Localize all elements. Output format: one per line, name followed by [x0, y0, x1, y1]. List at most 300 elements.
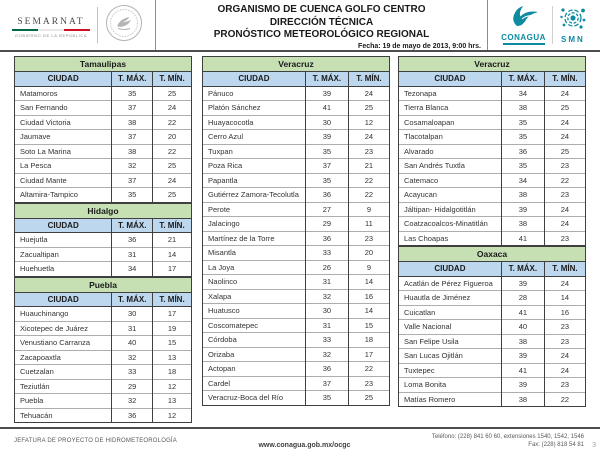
city-cell: Cardel	[203, 376, 306, 391]
city-cell: Tuxtepec	[399, 363, 502, 378]
mexico-tricolor-bar	[12, 29, 90, 31]
city-cell: Valle Nacional	[399, 320, 502, 335]
table-row	[15, 173, 192, 188]
tmax-cell: 31	[112, 321, 153, 336]
tmax-cell: 30	[305, 115, 348, 130]
table-row	[399, 173, 586, 188]
table-row	[15, 394, 192, 409]
tmax-cell: 32	[305, 347, 348, 362]
tmin-column-header: T. MÍN.	[348, 72, 389, 87]
tmin-cell: 25	[348, 391, 389, 406]
table-row	[203, 260, 390, 275]
tmin-cell: 24	[153, 101, 192, 116]
city-cell: Alvarado	[399, 144, 502, 159]
footer-department: JEFATURA DE PROYECTO DE HIDROMETEOROLOGÍA	[14, 438, 178, 444]
city-cell: Xicotepec de Juárez	[15, 321, 112, 336]
city-cell: La Pesca	[15, 159, 112, 174]
table-row	[203, 391, 390, 406]
tmax-cell: 37	[305, 159, 348, 174]
table-row	[15, 159, 192, 174]
tmax-cell: 41	[305, 101, 348, 116]
city-cell: Venustiano Carranza	[15, 336, 112, 351]
tmin-cell: 14	[153, 247, 192, 262]
city-cell: Huehuetla	[15, 262, 112, 277]
city-cell: Xalapa	[203, 289, 306, 304]
title-line-3: PRONÓSTICO METEOROLÓGICO REGIONAL	[213, 29, 430, 40]
tmin-cell: 24	[544, 130, 585, 145]
table-row	[399, 144, 586, 159]
table-row	[15, 408, 192, 423]
city-cell: Córdoba	[203, 333, 306, 348]
tmin-cell: 24	[544, 363, 585, 378]
table-row	[15, 247, 192, 262]
tmin-cell: 18	[153, 365, 192, 380]
city-cell: Teziutlán	[15, 379, 112, 394]
tmax-cell: 35	[305, 144, 348, 159]
city-column-header: CIUDAD	[203, 72, 306, 87]
tmin-column-header: T. MÍN.	[153, 72, 192, 87]
table-row	[203, 318, 390, 333]
tmin-cell: 22	[544, 392, 585, 407]
state-header: Puebla	[15, 277, 192, 292]
forecast-tables-area	[0, 52, 600, 423]
table-row	[203, 115, 390, 130]
tmax-cell: 38	[112, 144, 153, 159]
city-cell: Tierra Blanca	[399, 101, 502, 116]
tmin-column-header: T. MÍN.	[153, 292, 192, 307]
tmax-column-header: T. MÁX.	[112, 218, 153, 233]
tmin-cell: 24	[544, 217, 585, 232]
table-row	[203, 347, 390, 362]
tmin-cell: 11	[348, 217, 389, 232]
tmin-cell: 14	[348, 304, 389, 319]
city-column-header: CIUDAD	[15, 292, 112, 307]
tmax-cell: 28	[501, 291, 544, 306]
city-cell: Martínez de la Torre	[203, 231, 306, 246]
tmax-cell: 35	[305, 391, 348, 406]
tmax-cell: 34	[501, 86, 544, 101]
city-column-header: CIUDAD	[15, 72, 112, 87]
tmax-cell: 41	[501, 305, 544, 320]
table-row	[399, 231, 586, 246]
city-cell: La Joya	[203, 260, 306, 275]
city-cell: Ciudad Mante	[15, 173, 112, 188]
tmax-column-header: T. MÁX.	[112, 72, 153, 87]
smn-logo	[552, 6, 593, 44]
forecast-table-veracruz	[202, 56, 390, 406]
tmax-cell: 32	[112, 350, 153, 365]
state-header: Hidalgo	[15, 203, 192, 218]
tmin-cell: 23	[544, 159, 585, 174]
tmin-cell: 14	[544, 291, 585, 306]
tmax-cell: 36	[305, 231, 348, 246]
forecast-table-veracruz	[398, 56, 586, 246]
city-cell: Zacualtipan	[15, 247, 112, 262]
table-row	[15, 262, 192, 277]
tmin-cell: 15	[153, 336, 192, 351]
city-cell: Huauchinango	[15, 307, 112, 322]
table-row	[399, 276, 586, 291]
tables-column-1	[14, 56, 192, 423]
tmax-cell: 31	[112, 247, 153, 262]
forecast-table-oaxaca	[398, 246, 586, 407]
tmin-column-header: T. MÍN.	[153, 218, 192, 233]
tmax-cell: 40	[501, 320, 544, 335]
table-row	[15, 336, 192, 351]
tmin-cell: 12	[153, 379, 192, 394]
tmax-cell: 41	[501, 231, 544, 246]
tmin-cell: 24	[544, 115, 585, 130]
tmin-cell: 23	[544, 378, 585, 393]
city-cell: Acayucan	[399, 188, 502, 203]
tmax-cell: 31	[305, 275, 348, 290]
tmin-cell: 17	[348, 347, 389, 362]
tables-column-3	[398, 56, 586, 407]
state-header: Veracruz	[203, 57, 390, 72]
tmax-cell: 39	[501, 349, 544, 364]
tmin-cell: 22	[544, 173, 585, 188]
tmax-cell: 36	[305, 188, 348, 203]
city-cell: Cuetzalan	[15, 365, 112, 380]
city-cell: Soto La Marina	[15, 144, 112, 159]
tmin-column-header: T. MÍN.	[544, 72, 585, 87]
table-row	[203, 130, 390, 145]
tmin-cell: 22	[348, 173, 389, 188]
table-row	[15, 379, 192, 394]
tmax-cell: 39	[305, 86, 348, 101]
agency-logos	[488, 0, 600, 50]
city-cell: Platón Sánchez	[203, 101, 306, 116]
tmin-cell: 24	[153, 173, 192, 188]
forecast-table-puebla	[14, 277, 192, 424]
tmax-cell: 30	[112, 307, 153, 322]
tmin-cell: 23	[544, 334, 585, 349]
tmin-cell: 23	[544, 320, 585, 335]
table-row	[399, 86, 586, 101]
tmin-cell: 25	[153, 188, 192, 203]
table-row	[399, 305, 586, 320]
tmin-cell: 23	[348, 144, 389, 159]
table-row	[15, 321, 192, 336]
table-row	[399, 378, 586, 393]
tmax-cell: 35	[501, 159, 544, 174]
tmax-cell: 33	[305, 333, 348, 348]
tmax-cell: 39	[305, 130, 348, 145]
forecast-date: Fecha: 19 de mayo de 2013, 9:00 hrs.	[358, 42, 481, 50]
logo-divider	[97, 7, 98, 43]
tmax-cell: 38	[501, 188, 544, 203]
city-cell: San Andrés Tuxtla	[399, 159, 502, 174]
tmax-cell: 37	[112, 101, 153, 116]
tmax-cell: 29	[112, 379, 153, 394]
footer-phone: Teléfono: (228) 841 60 60, extensiones 1540, 1542, 1546	[431, 434, 584, 440]
tmin-cell: 17	[153, 307, 192, 322]
tmin-cell: 25	[348, 101, 389, 116]
semarnat-subtitle: GOBIERNO DE LA REPÚBLICA	[14, 32, 88, 38]
table-row	[399, 334, 586, 349]
tmin-cell: 25	[153, 159, 192, 174]
city-cell: Orizaba	[203, 347, 306, 362]
table-row	[203, 231, 390, 246]
tmax-cell: 31	[305, 318, 348, 333]
tmax-cell: 32	[112, 159, 153, 174]
table-row	[203, 173, 390, 188]
tmin-cell: 20	[153, 130, 192, 145]
table-row	[399, 202, 586, 217]
tmin-cell: 24	[348, 86, 389, 101]
city-cell: Huatusco	[203, 304, 306, 319]
smn-spiral-glyph-icon	[559, 6, 587, 35]
tmax-cell: 33	[305, 246, 348, 261]
tmax-cell: 41	[501, 363, 544, 378]
table-row	[203, 304, 390, 319]
conagua-label: CONAGUA	[501, 32, 546, 42]
tmin-cell: 21	[348, 159, 389, 174]
tmin-cell: 21	[153, 233, 192, 248]
tmin-cell: 12	[348, 115, 389, 130]
table-row	[399, 349, 586, 364]
table-row	[15, 307, 192, 322]
city-cell: Actopan	[203, 362, 306, 377]
city-cell: Jaumave	[15, 130, 112, 145]
tmin-cell: 20	[348, 246, 389, 261]
tmin-cell: 15	[348, 318, 389, 333]
table-row	[203, 86, 390, 101]
table-row	[203, 376, 390, 391]
city-cell: Jáltipan- Hidalgotitlán	[399, 202, 502, 217]
table-row	[399, 291, 586, 306]
tmin-cell: 25	[544, 101, 585, 116]
city-cell: Pánuco	[203, 86, 306, 101]
tmax-cell: 36	[305, 362, 348, 377]
city-cell: Huayacocotla	[203, 115, 306, 130]
table-row	[399, 217, 586, 232]
tmax-cell: 37	[112, 130, 153, 145]
table-row	[15, 86, 192, 101]
title-line-1: ORGANISMO DE CUENCA GOLFO CENTRO	[217, 4, 426, 15]
table-row	[399, 159, 586, 174]
city-cell: Cerro Azul	[203, 130, 306, 145]
table-row	[399, 115, 586, 130]
table-row	[203, 144, 390, 159]
table-row	[203, 275, 390, 290]
tmax-cell: 34	[112, 262, 153, 277]
table-row	[203, 246, 390, 261]
city-cell: San Fernando	[15, 101, 112, 116]
table-row	[15, 101, 192, 116]
table-row	[203, 101, 390, 116]
tables-column-2	[202, 56, 390, 406]
city-cell: Huautla de Jiménez	[399, 291, 502, 306]
tmax-cell: 29	[305, 217, 348, 232]
forecast-table-tamaulipas	[14, 56, 192, 203]
tmin-cell: 24	[348, 130, 389, 145]
table-row	[15, 144, 192, 159]
city-cell: Acatlán de Pérez Figueroa	[399, 276, 502, 291]
city-cell: Cosamaloapan	[399, 115, 502, 130]
tmin-cell: 24	[544, 349, 585, 364]
tmax-cell: 38	[112, 115, 153, 130]
city-cell: Tezonapa	[399, 86, 502, 101]
table-row	[15, 365, 192, 380]
tmin-cell: 18	[348, 333, 389, 348]
city-cell: Puebla	[15, 394, 112, 409]
city-cell: Tlacotalpan	[399, 130, 502, 145]
city-cell: Veracruz-Boca del Río	[203, 391, 306, 406]
tmin-cell: 9	[348, 260, 389, 275]
table-row	[399, 188, 586, 203]
city-cell: Poza Rica	[203, 159, 306, 174]
tmax-cell: 32	[305, 289, 348, 304]
tmax-cell: 38	[501, 334, 544, 349]
tmax-cell: 30	[305, 304, 348, 319]
city-cell: Matamoros	[15, 86, 112, 101]
tmax-cell: 33	[112, 365, 153, 380]
tmax-cell: 34	[501, 173, 544, 188]
table-row	[399, 392, 586, 407]
tmax-cell: 39	[501, 276, 544, 291]
conagua-logo	[495, 6, 552, 45]
table-row	[203, 362, 390, 377]
smn-label: SMN	[561, 35, 585, 44]
city-cell: Catemaco	[399, 173, 502, 188]
city-cell: Las Choapas	[399, 231, 502, 246]
tmin-cell: 22	[153, 115, 192, 130]
footer-contact	[432, 433, 584, 450]
tmin-cell: 16	[348, 289, 389, 304]
page-footer	[0, 427, 600, 450]
city-column-header: CIUDAD	[399, 72, 502, 87]
tmin-cell: 22	[348, 188, 389, 203]
tmin-cell: 13	[153, 394, 192, 409]
tmax-cell: 39	[501, 202, 544, 217]
tmax-cell: 26	[305, 260, 348, 275]
semarnat-logo	[0, 0, 155, 50]
table-row	[203, 188, 390, 203]
city-cell: Tuxpan	[203, 144, 306, 159]
state-header: Veracruz	[399, 57, 586, 72]
forecast-table-hidalgo	[14, 203, 192, 277]
tmax-cell: 36	[112, 233, 153, 248]
tmin-cell: 23	[348, 376, 389, 391]
tmin-cell: 12	[153, 408, 192, 423]
tmax-cell: 40	[112, 336, 153, 351]
city-cell: Papantla	[203, 173, 306, 188]
tmin-cell: 24	[544, 202, 585, 217]
city-cell: Coscomatepec	[203, 318, 306, 333]
table-row	[203, 159, 390, 174]
tmin-cell: 13	[153, 350, 192, 365]
table-row	[399, 101, 586, 116]
city-cell: Coatzacoalcos-Minatitlán	[399, 217, 502, 232]
city-cell: Perote	[203, 202, 306, 217]
tmin-cell: 25	[544, 144, 585, 159]
tmin-cell: 14	[348, 275, 389, 290]
tmin-cell: 24	[544, 86, 585, 101]
state-header: Oaxaca	[399, 247, 586, 262]
tmax-column-header: T. MÁX.	[112, 292, 153, 307]
city-cell: Jalacingo	[203, 217, 306, 232]
table-row	[203, 289, 390, 304]
table-row	[15, 350, 192, 365]
city-cell: San Felipe Usila	[399, 334, 502, 349]
tmin-cell: 23	[544, 231, 585, 246]
table-row	[15, 188, 192, 203]
table-row	[203, 202, 390, 217]
tmin-cell: 9	[348, 202, 389, 217]
conagua-water-swoosh-icon	[508, 6, 540, 33]
title-line-2: DIRECCIÓN TÉCNICA	[269, 16, 374, 28]
semarnat-label: SEMARNAT	[17, 16, 85, 27]
city-cell: Misantla	[203, 246, 306, 261]
tmax-cell: 35	[501, 130, 544, 145]
table-row	[203, 217, 390, 232]
city-cell: Zacapoaxtla	[15, 350, 112, 365]
tmax-cell: 35	[305, 173, 348, 188]
tmax-column-header: T. MÁX.	[501, 262, 544, 277]
tmax-cell: 35	[112, 188, 153, 203]
tmax-cell: 38	[501, 101, 544, 116]
city-cell: Cuicatlan	[399, 305, 502, 320]
city-cell: Ciudad Victoria	[15, 115, 112, 130]
tmin-cell: 24	[544, 276, 585, 291]
table-row	[15, 130, 192, 145]
city-cell: Naolinco	[203, 275, 306, 290]
tmax-cell: 36	[501, 144, 544, 159]
table-row	[399, 130, 586, 145]
table-row	[15, 115, 192, 130]
tmin-cell: 19	[153, 321, 192, 336]
page-number: 3	[592, 442, 596, 449]
table-row	[15, 233, 192, 248]
city-column-header: CIUDAD	[15, 218, 112, 233]
state-header: Tamaulipas	[15, 57, 192, 72]
page-header	[0, 0, 600, 52]
city-cell: Tehuacán	[15, 408, 112, 423]
tmin-cell: 22	[153, 144, 192, 159]
tmax-cell: 27	[305, 202, 348, 217]
tmin-cell: 23	[544, 188, 585, 203]
conagua-tagline-bar	[503, 43, 545, 45]
tmax-cell: 38	[501, 217, 544, 232]
tmax-column-header: T. MÁX.	[305, 72, 348, 87]
document-title-block	[156, 0, 487, 50]
tmin-cell: 22	[348, 362, 389, 377]
tmin-cell: 16	[544, 305, 585, 320]
city-column-header: CIUDAD	[399, 262, 502, 277]
mexico-eagle-seal-icon	[105, 4, 143, 47]
tmax-cell: 35	[112, 86, 153, 101]
tmax-cell: 39	[501, 378, 544, 393]
semarnat-wordmark	[12, 13, 90, 38]
city-cell: San Lucas Ojitlán	[399, 349, 502, 364]
table-row	[399, 363, 586, 378]
table-row	[203, 333, 390, 348]
tmax-cell: 32	[112, 394, 153, 409]
tmax-cell: 37	[112, 173, 153, 188]
city-cell: Gutiérrez Zamora-Tecolutla	[203, 188, 306, 203]
tmin-cell: 25	[153, 86, 192, 101]
city-cell: Loma Bonita	[399, 378, 502, 393]
table-row	[399, 320, 586, 335]
tmax-cell: 36	[112, 408, 153, 423]
tmax-cell: 37	[305, 376, 348, 391]
footer-fax: Fax: (228) 818 54 81	[528, 442, 584, 448]
tmax-column-header: T. MÁX.	[501, 72, 544, 87]
tmin-cell: 17	[153, 262, 192, 277]
tmax-cell: 35	[501, 115, 544, 130]
tmax-cell: 38	[501, 392, 544, 407]
